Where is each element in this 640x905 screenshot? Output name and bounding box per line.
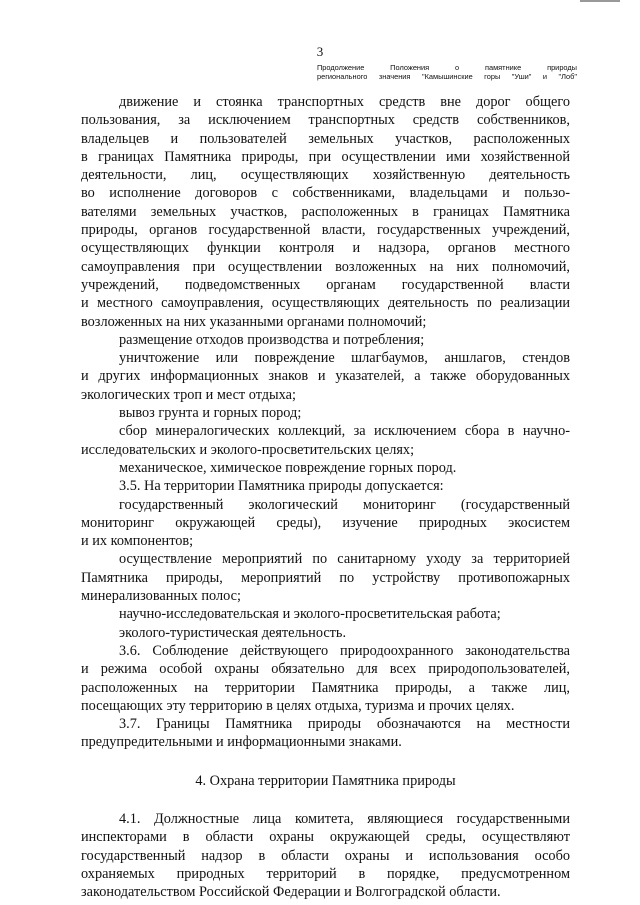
text-line: и местного самоуправления, осуществляющих деятельность по реализации — [81, 295, 570, 312]
text-line: предупредительными и информационными знаками. — [81, 734, 402, 751]
running-header-line: Продолжение Положения о памятнике природы — [317, 63, 577, 72]
text-line: экологических троп и мест отдыха; — [81, 386, 296, 403]
text-line: осуществляющих функции контроля и надзора, органов местного — [81, 240, 570, 257]
section-4-1: 4.1. Должностные лица комитета, являющиеся государственными — [119, 810, 570, 827]
page-number: 3 — [316, 44, 324, 59]
text-line: сбор минералогических коллекций, за исключением сбора в научно- — [119, 423, 570, 440]
section-heading: 4. Охрана территории Памятника природы — [195, 772, 456, 789]
text-line: деятельности, лиц, осуществляющих хозяйственную деятельность — [81, 167, 570, 184]
text-line: государственный надзор в области охраны и использования особо — [81, 847, 570, 864]
text-line: пользования, за исключением транспортных средств собственников, — [81, 112, 570, 129]
text-line: Памятника природы, мероприятий по устройству противопожарных — [81, 569, 570, 586]
running-header — [317, 63, 577, 81]
document-body — [81, 93, 570, 901]
list-item: размещение отходов производства и потребления; — [119, 331, 425, 348]
text-line: минерализованных полос; — [81, 588, 241, 605]
list-item: вывоз грунта и горных пород; — [119, 405, 302, 422]
text-line: законодательством Российской Федерации и Волгоградской области. — [81, 884, 501, 901]
text-line: и режима особой охраны обязательно для всех природопользователей, — [81, 661, 570, 678]
text-line: природы, органов государственной власти, государственных учреждений, — [81, 222, 570, 239]
list-item: эколого-туристическая деятельность. — [119, 624, 347, 641]
text-line: уничтожение или повреждение шлагбаумов, аншлагов, стендов — [119, 350, 570, 367]
text-line: посещающих эту территорию в целях отдыха, туризма и прочих целях. — [81, 697, 515, 714]
text-line: учреждений, подведомственных органам государственной власти — [81, 276, 570, 293]
text-line: осуществление мероприятий по санитарному уходу за территорией — [119, 551, 570, 568]
section-3-5: 3.5. На территории Памятника природы допускается: — [119, 478, 444, 495]
text-line: возложенных на них указанными органами полномочий; — [81, 313, 427, 330]
text-line: и других информационных знаков и указателей, а также оборудованных — [81, 368, 570, 385]
text-line: в границах Памятника природы, при осуществлении ими хозяйственной — [81, 148, 570, 165]
text-line: и их компонентов; — [81, 533, 194, 550]
scan-edge-mark — [580, 0, 620, 2]
text-line: государственный экологический мониторинг (государственный — [119, 496, 570, 513]
text-line: самоуправления при осуществлении возложенных на них полномочий, — [81, 258, 570, 275]
text-line: мониторинг окружающей среды), изучение природных экосистем — [81, 514, 570, 531]
text-line: движение и стоянка транспортных средств вне дорог общего — [119, 94, 570, 110]
list-item: научно-исследовательская и эколого-просветительская работа; — [119, 606, 501, 623]
text-line: расположенных на территории Памятника природы, а также лиц, — [81, 679, 570, 696]
text-line: исследовательских и эколого-просветительских целях; — [81, 441, 415, 458]
list-item: механическое, химическое повреждение горных пород. — [119, 459, 457, 476]
text-line: охраняемых природных территорий в порядке, предусмотренном — [81, 865, 570, 882]
running-header-line: регионального значения "Камышинские горы "Уши" и "Лоб" — [317, 72, 577, 81]
section-3-7: 3.7. Границы Памятника природы обозначаются на местности — [119, 716, 570, 733]
text-line: вателями земельных участков, расположенных в границах Памятника — [81, 203, 570, 220]
text-line: владельцев и пользователей земельных участков, расположенных — [81, 130, 570, 147]
section-3-6: 3.6. Соблюдение действующего природоохранного законодательства — [119, 642, 570, 659]
text-line: во исполнение договоров с собственниками, владельцами и пользо- — [81, 185, 570, 202]
text-line: инспекторами в области охраны окружающей среды, осуществляют — [81, 829, 570, 846]
